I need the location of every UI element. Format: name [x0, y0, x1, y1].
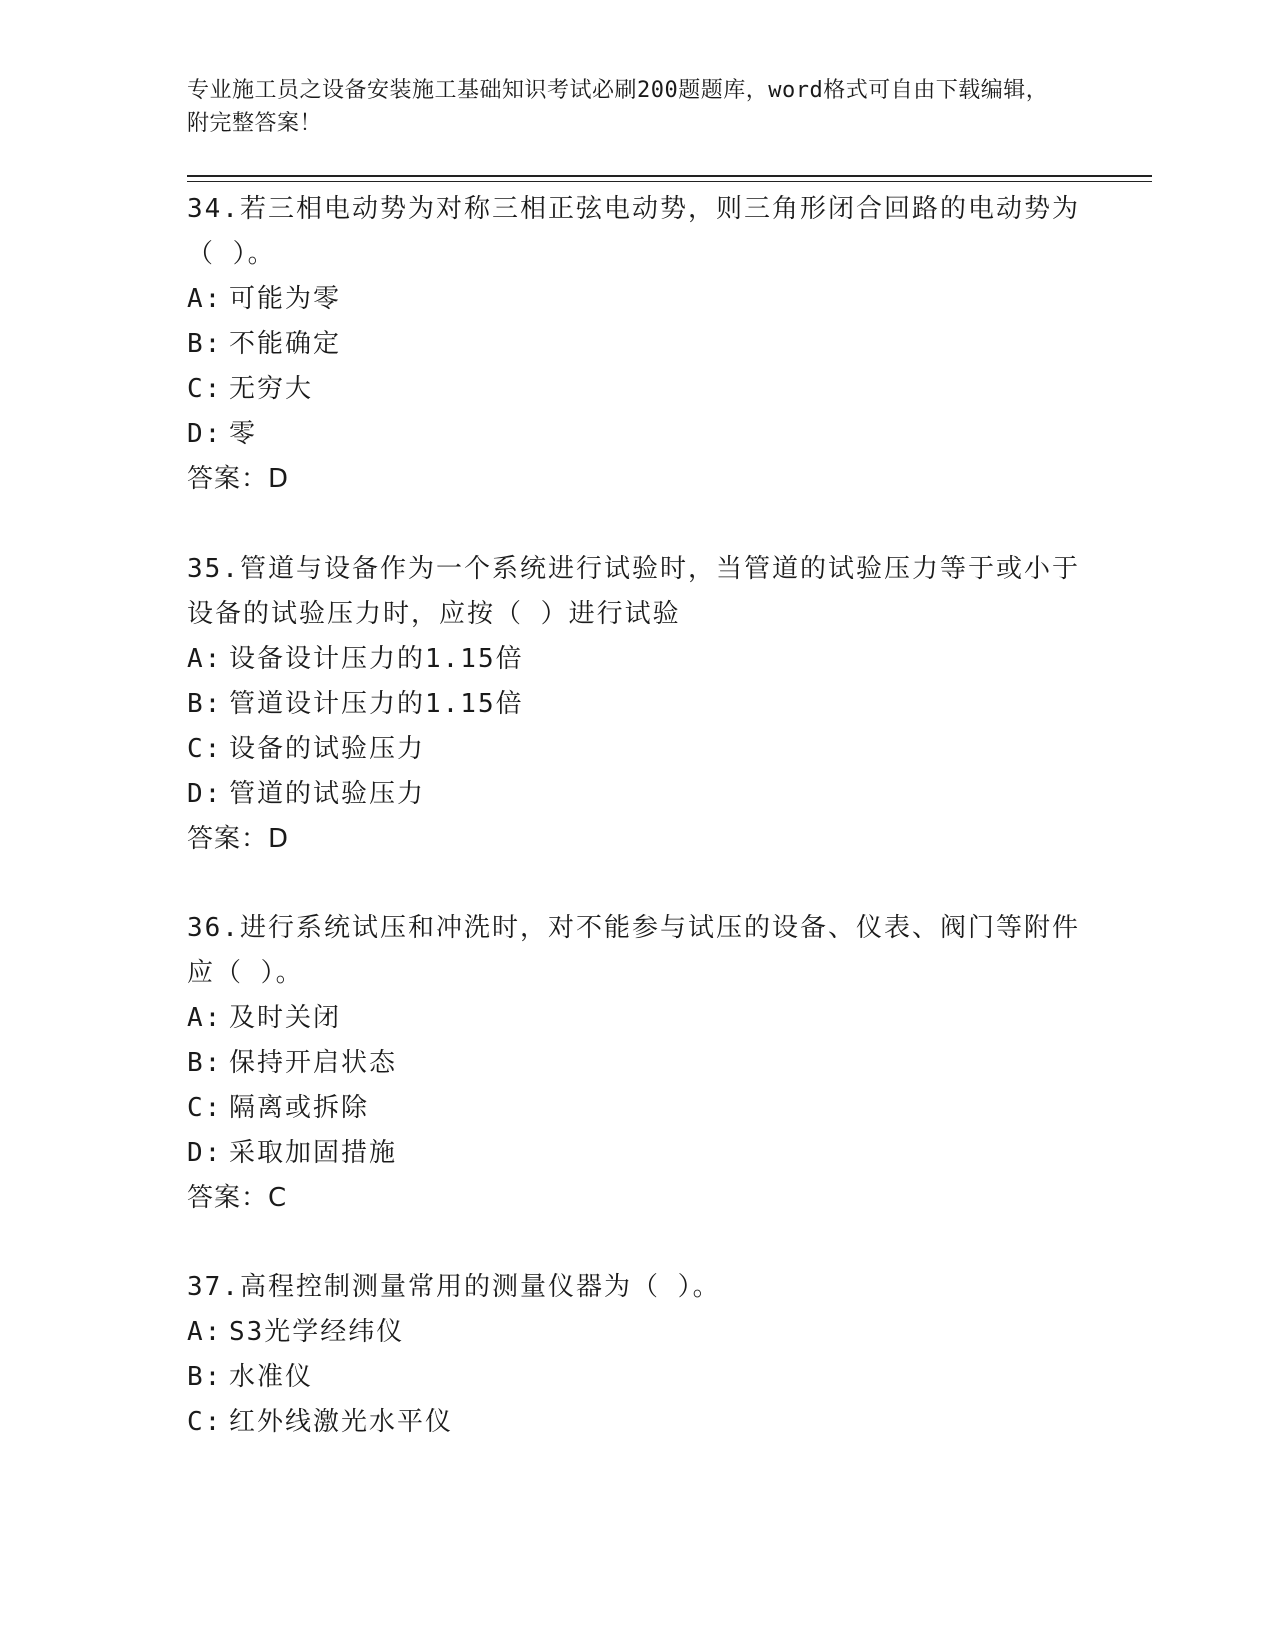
option-text: 隔离或拆除 — [229, 1093, 370, 1123]
option-text: 管道的试验压力 — [229, 779, 426, 809]
option-d — [187, 412, 1087, 457]
question-stem: 34.若三相电动势为对称三相正弦电动势，则三角形闭合回路的电动势为（ ）。 — [187, 194, 1080, 269]
option-text: 零 — [229, 419, 258, 449]
answer-label: 答案：C — [187, 1183, 288, 1213]
option-key: B: — [187, 1362, 223, 1392]
option-key: D: — [187, 1138, 223, 1168]
option-key: C: — [187, 374, 223, 404]
question-stem: 36.进行系统试压和冲洗时，对不能参与试压的设备、仪表、阀门等附件应（ ）。 — [187, 913, 1080, 988]
option-text: 水准仪 — [229, 1362, 314, 1392]
question-35 — [187, 547, 1087, 862]
option-c — [187, 1400, 1087, 1445]
option-key: A: — [187, 644, 223, 674]
question-36 — [187, 906, 1087, 1221]
option-key: B: — [187, 1048, 223, 1078]
option-key: D: — [187, 779, 223, 809]
option-b — [187, 682, 1087, 727]
option-text: 红外线激光水平仪 — [229, 1407, 454, 1437]
option-key: B: — [187, 329, 223, 359]
option-d — [187, 1131, 1087, 1176]
option-b — [187, 322, 1087, 367]
option-b — [187, 1355, 1087, 1400]
document-header: 专业施工员之设备安装施工基础知识考试必刷200题题库，word格式可自由下载编辑，附完整答案！ — [187, 78, 1049, 136]
option-text: 采取加固措施 — [229, 1138, 398, 1168]
option-a — [187, 637, 1087, 682]
question-stem: 37.高程控制测量常用的测量仪器为（ ）。 — [187, 1272, 721, 1302]
option-text: 设备设计压力的1.15倍 — [229, 644, 524, 674]
option-a — [187, 1310, 1087, 1355]
option-text: 保持开启状态 — [229, 1048, 398, 1078]
option-key: C: — [187, 734, 223, 764]
option-c — [187, 1086, 1087, 1131]
option-text: 无穷大 — [229, 374, 314, 404]
option-text: 可能为零 — [229, 284, 342, 314]
option-key: D: — [187, 419, 223, 449]
option-text: 及时关闭 — [229, 1003, 342, 1033]
option-d — [187, 772, 1087, 817]
option-a — [187, 996, 1087, 1041]
header-divider-thick — [187, 175, 1152, 177]
option-key: C: — [187, 1407, 223, 1437]
answer-label: 答案：D — [187, 464, 290, 494]
option-key: B: — [187, 689, 223, 719]
option-text: S3光学经纬仪 — [229, 1317, 405, 1347]
option-a — [187, 277, 1087, 322]
option-key: A: — [187, 284, 223, 314]
question-stem: 35.管道与设备作为一个系统进行试验时，当管道的试验压力等于或小于设备的试验压力时，应按（ ）进行试验 — [187, 554, 1080, 629]
option-c — [187, 727, 1087, 772]
answer-label: 答案：D — [187, 824, 290, 854]
question-34 — [187, 187, 1087, 502]
option-text: 管道设计压力的1.15倍 — [229, 689, 524, 719]
option-c — [187, 367, 1087, 412]
question-37 — [187, 1265, 1087, 1445]
option-key: A: — [187, 1003, 223, 1033]
option-text: 不能确定 — [229, 329, 342, 359]
header-divider-thin — [187, 181, 1152, 182]
option-text: 设备的试验压力 — [229, 734, 426, 764]
option-key: A: — [187, 1317, 223, 1347]
option-b — [187, 1041, 1087, 1086]
option-key: C: — [187, 1093, 223, 1123]
